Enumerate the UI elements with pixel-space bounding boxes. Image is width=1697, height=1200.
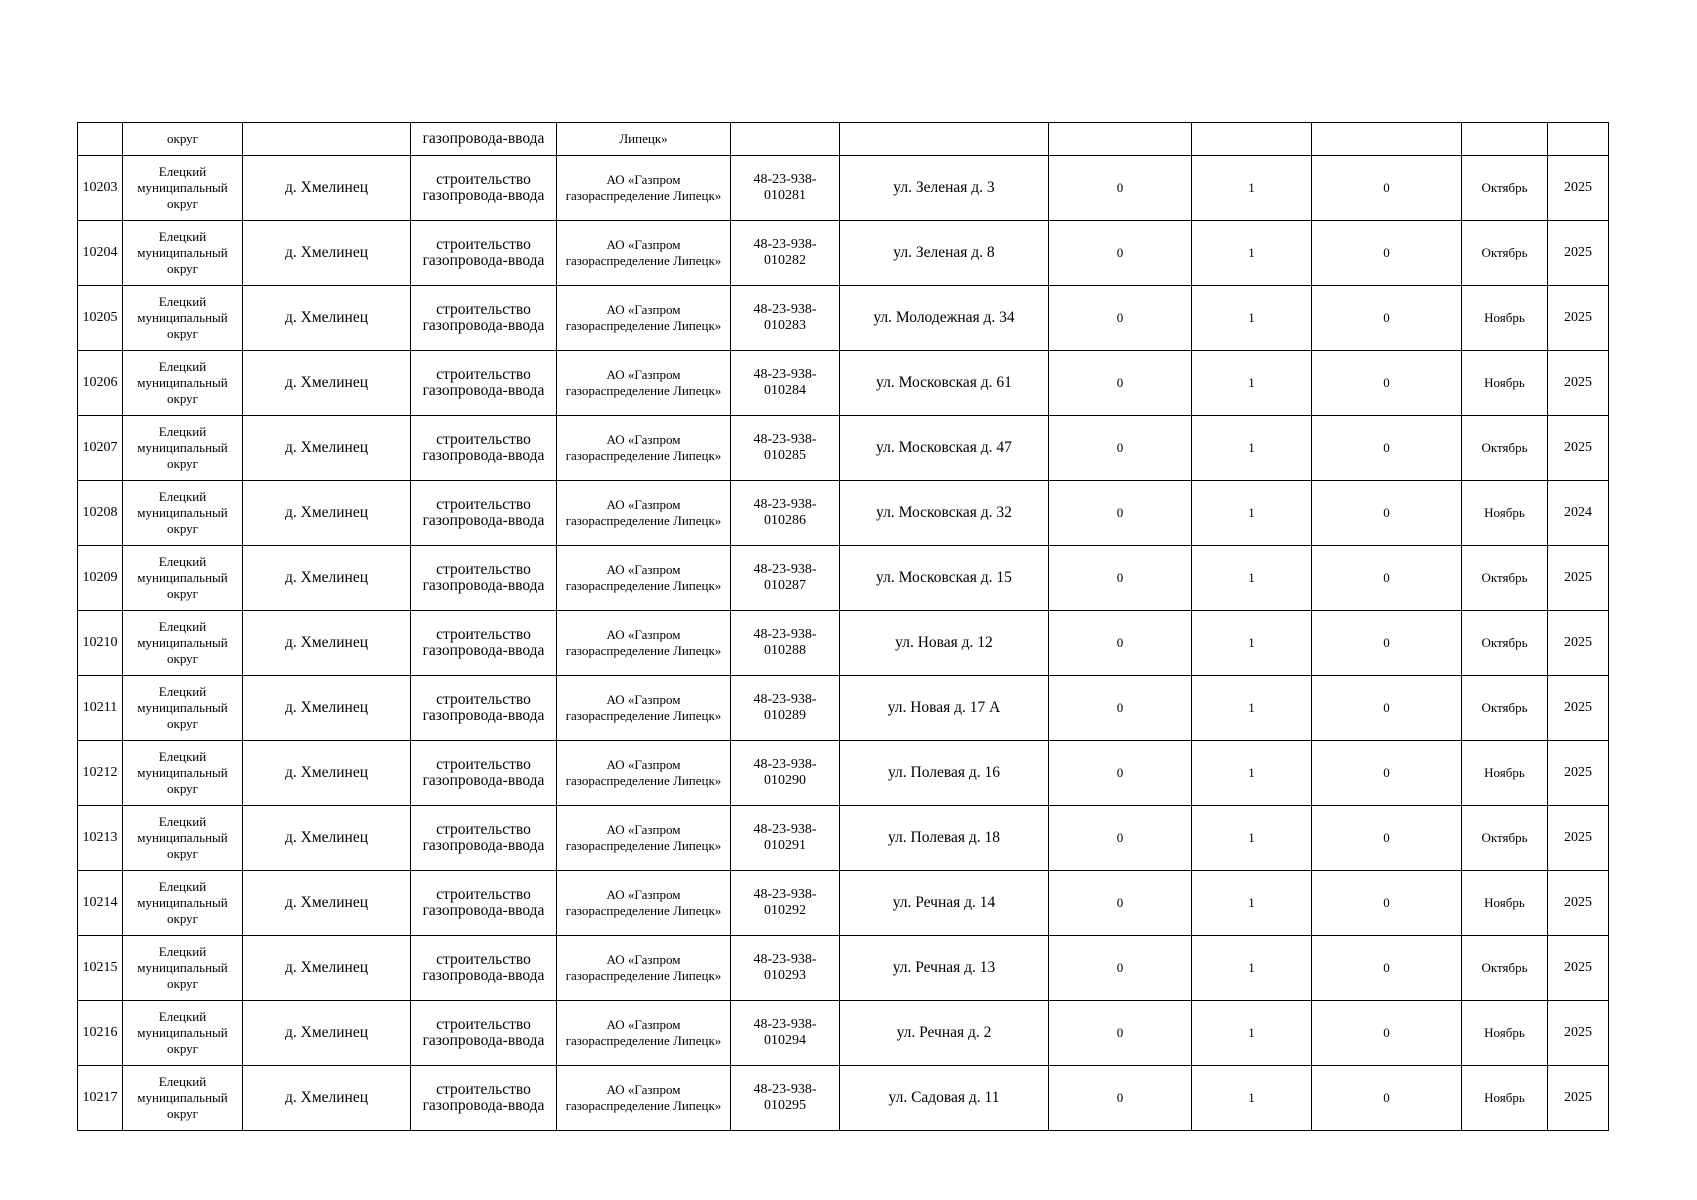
cell-settlement: д. Хмелинец: [243, 351, 411, 416]
cell-district: Елецкий муниципальный округ: [123, 286, 243, 351]
cell-month: Ноябрь: [1462, 1001, 1548, 1066]
cell-c3: 0: [1312, 741, 1462, 806]
cell-org: АО «Газпром газораспределение Липецк»: [557, 546, 731, 611]
cell-work: строительство газопровода-ввода: [411, 806, 557, 871]
cell-work: строительство газопровода-ввода: [411, 1066, 557, 1131]
cell-org: АО «Газпром газораспределение Липецк»: [557, 286, 731, 351]
cell-month: Ноябрь: [1462, 351, 1548, 416]
cell-year: 2025: [1548, 871, 1609, 936]
cell-address: ул. Московская д. 15: [840, 546, 1049, 611]
cell-c3: 0: [1312, 546, 1462, 611]
cell-c1: 0: [1049, 806, 1192, 871]
cell-address: ул. Московская д. 61: [840, 351, 1049, 416]
cell-org: АО «Газпром газораспределение Липецк»: [557, 741, 731, 806]
cell-org: АО «Газпром газораспределение Липецк»: [557, 936, 731, 1001]
cell-district: Елецкий муниципальный округ: [123, 1001, 243, 1066]
table-row: [78, 286, 1609, 351]
cell-c2: 1: [1192, 806, 1312, 871]
cell-address: [840, 123, 1049, 156]
cell-c1: 0: [1049, 871, 1192, 936]
cell-c1: 0: [1049, 546, 1192, 611]
cell-address: ул. Молодежная д. 34: [840, 286, 1049, 351]
cell-code: 48-23-938-010287: [731, 546, 840, 611]
cell-settlement: д. Хмелинец: [243, 871, 411, 936]
cell-id: 10211: [78, 676, 123, 741]
cell-id: 10216: [78, 1001, 123, 1066]
cell-org: АО «Газпром газораспределение Липецк»: [557, 806, 731, 871]
cell-month: Ноябрь: [1462, 286, 1548, 351]
cell-work: строительство газопровода-ввода: [411, 676, 557, 741]
cell-address: ул. Полевая д. 18: [840, 806, 1049, 871]
cell-c1: 0: [1049, 936, 1192, 1001]
cell-org: АО «Газпром газораспределение Липецк»: [557, 416, 731, 481]
cell-month: Ноябрь: [1462, 481, 1548, 546]
cell-c3: 0: [1312, 611, 1462, 676]
cell-address: ул. Новая д. 17 А: [840, 676, 1049, 741]
cell-address: ул. Полевая д. 16: [840, 741, 1049, 806]
cell-year: 2025: [1548, 1001, 1609, 1066]
cell-district: Елецкий муниципальный округ: [123, 351, 243, 416]
cell-year: 2025: [1548, 741, 1609, 806]
cell-c1: 0: [1049, 741, 1192, 806]
cell-c3: 0: [1312, 351, 1462, 416]
cell-c2: [1192, 123, 1312, 156]
cell-id: 10203: [78, 156, 123, 221]
cell-settlement: д. Хмелинец: [243, 806, 411, 871]
cell-code: 48-23-938-010282: [731, 221, 840, 286]
cell-code: 48-23-938-010288: [731, 611, 840, 676]
cell-id: 10207: [78, 416, 123, 481]
cell-code: 48-23-938-010283: [731, 286, 840, 351]
table-row: [78, 546, 1609, 611]
cell-address: ул. Речная д. 2: [840, 1001, 1049, 1066]
cell-id: 10206: [78, 351, 123, 416]
cell-org: АО «Газпром газораспределение Липецк»: [557, 676, 731, 741]
cell-id: 10217: [78, 1066, 123, 1131]
cell-district: округ: [123, 123, 243, 156]
cell-settlement: д. Хмелинец: [243, 156, 411, 221]
cell-year: 2025: [1548, 1066, 1609, 1131]
cell-org: АО «Газпром газораспределение Липецк»: [557, 611, 731, 676]
cell-c3: 0: [1312, 416, 1462, 481]
cell-year: 2025: [1548, 221, 1609, 286]
cell-settlement: д. Хмелинец: [243, 416, 411, 481]
cell-year: 2025: [1548, 286, 1609, 351]
cell-c3: 0: [1312, 286, 1462, 351]
cell-c2: 1: [1192, 1001, 1312, 1066]
cell-id: 10212: [78, 741, 123, 806]
table-row: [78, 1066, 1609, 1131]
cell-settlement: [243, 123, 411, 156]
cell-c2: 1: [1192, 546, 1312, 611]
cell-c3: [1312, 123, 1462, 156]
table-row: [78, 806, 1609, 871]
cell-c3: 0: [1312, 936, 1462, 1001]
cell-org: АО «Газпром газораспределение Липецк»: [557, 481, 731, 546]
cell-month: Ноябрь: [1462, 871, 1548, 936]
cell-work: строительство газопровода-ввода: [411, 286, 557, 351]
cell-address: ул. Садовая д. 11: [840, 1066, 1049, 1131]
cell-address: ул. Речная д. 14: [840, 871, 1049, 936]
cell-c1: 0: [1049, 1066, 1192, 1131]
cell-year: 2025: [1548, 806, 1609, 871]
cell-year: 2025: [1548, 611, 1609, 676]
cell-district: Елецкий муниципальный округ: [123, 546, 243, 611]
cell-id: 10204: [78, 221, 123, 286]
cell-c2: 1: [1192, 156, 1312, 221]
cell-c1: 0: [1049, 286, 1192, 351]
cell-code: 48-23-938-010285: [731, 416, 840, 481]
cell-c3: 0: [1312, 806, 1462, 871]
cell-work: газопровода-ввода: [411, 123, 557, 156]
cell-settlement: д. Хмелинец: [243, 481, 411, 546]
cell-settlement: д. Хмелинец: [243, 1066, 411, 1131]
table-row: [78, 741, 1609, 806]
cell-month: Ноябрь: [1462, 741, 1548, 806]
cell-month: Ноябрь: [1462, 1066, 1548, 1131]
table-row: [78, 416, 1609, 481]
cell-district: Елецкий муниципальный округ: [123, 676, 243, 741]
cell-settlement: д. Хмелинец: [243, 546, 411, 611]
cell-org: АО «Газпром газораспределение Липецк»: [557, 351, 731, 416]
cell-c3: 0: [1312, 871, 1462, 936]
cell-org: АО «Газпром газораспределение Липецк»: [557, 871, 731, 936]
cell-month: Октябрь: [1462, 611, 1548, 676]
cell-c2: 1: [1192, 481, 1312, 546]
cell-code: 48-23-938-010293: [731, 936, 840, 1001]
cell-c1: 0: [1049, 611, 1192, 676]
cell-district: Елецкий муниципальный округ: [123, 871, 243, 936]
cell-district: Елецкий муниципальный округ: [123, 741, 243, 806]
table-row: [78, 1001, 1609, 1066]
cell-year: 2025: [1548, 546, 1609, 611]
cell-address: ул. Зеленая д. 8: [840, 221, 1049, 286]
cell-c3: 0: [1312, 221, 1462, 286]
cell-year: 2025: [1548, 351, 1609, 416]
cell-c1: 0: [1049, 416, 1192, 481]
cell-c2: 1: [1192, 286, 1312, 351]
cell-year: 2024: [1548, 481, 1609, 546]
cell-id: 10205: [78, 286, 123, 351]
cell-org: Липецк»: [557, 123, 731, 156]
cell-id: 10210: [78, 611, 123, 676]
cell-work: строительство газопровода-ввода: [411, 546, 557, 611]
cell-org: АО «Газпром газораспределение Липецк»: [557, 156, 731, 221]
cell-c2: 1: [1192, 416, 1312, 481]
cell-id: [78, 123, 123, 156]
cell-month: Октябрь: [1462, 156, 1548, 221]
cell-code: 48-23-938-010290: [731, 741, 840, 806]
cell-settlement: д. Хмелинец: [243, 676, 411, 741]
cell-year: 2025: [1548, 936, 1609, 1001]
cell-code: [731, 123, 840, 156]
cell-district: Елецкий муниципальный округ: [123, 156, 243, 221]
cell-org: АО «Газпром газораспределение Липецк»: [557, 1001, 731, 1066]
cell-work: строительство газопровода-ввода: [411, 936, 557, 1001]
table-row: [78, 481, 1609, 546]
cell-c1: 0: [1049, 481, 1192, 546]
cell-month: Октябрь: [1462, 936, 1548, 1001]
cell-c1: 0: [1049, 221, 1192, 286]
cell-id: 10213: [78, 806, 123, 871]
cell-code: 48-23-938-010291: [731, 806, 840, 871]
cell-address: ул. Московская д. 47: [840, 416, 1049, 481]
table-row: [78, 871, 1609, 936]
cell-c1: 0: [1049, 156, 1192, 221]
cell-settlement: д. Хмелинец: [243, 286, 411, 351]
cell-c2: 1: [1192, 611, 1312, 676]
cell-code: 48-23-938-010284: [731, 351, 840, 416]
cell-month: Октябрь: [1462, 676, 1548, 741]
cell-id: 10208: [78, 481, 123, 546]
cell-work: строительство газопровода-ввода: [411, 481, 557, 546]
cell-code: 48-23-938-010286: [731, 481, 840, 546]
cell-work: строительство газопровода-ввода: [411, 221, 557, 286]
cell-month: Октябрь: [1462, 416, 1548, 481]
cell-settlement: д. Хмелинец: [243, 221, 411, 286]
cell-district: Елецкий муниципальный округ: [123, 936, 243, 1001]
cell-c2: 1: [1192, 676, 1312, 741]
cell-address: ул. Речная д. 13: [840, 936, 1049, 1001]
cell-id: 10214: [78, 871, 123, 936]
table-body: [78, 123, 1609, 1131]
table-row: [78, 676, 1609, 741]
cell-c2: 1: [1192, 1066, 1312, 1131]
cell-district: Елецкий муниципальный округ: [123, 416, 243, 481]
cell-c1: 0: [1049, 351, 1192, 416]
cell-c1: 0: [1049, 1001, 1192, 1066]
cell-year: 2025: [1548, 156, 1609, 221]
cell-c3: 0: [1312, 676, 1462, 741]
cell-id: 10215: [78, 936, 123, 1001]
cell-district: Елецкий муниципальный округ: [123, 1066, 243, 1131]
cell-c2: 1: [1192, 871, 1312, 936]
table-row: [78, 156, 1609, 221]
cell-settlement: д. Хмелинец: [243, 1001, 411, 1066]
cell-c2: 1: [1192, 351, 1312, 416]
cell-c3: 0: [1312, 1001, 1462, 1066]
cell-year: 2025: [1548, 416, 1609, 481]
cell-work: строительство газопровода-ввода: [411, 611, 557, 676]
cell-work: строительство газопровода-ввода: [411, 351, 557, 416]
cell-month: Октябрь: [1462, 221, 1548, 286]
cell-code: 48-23-938-010295: [731, 1066, 840, 1131]
cell-code: 48-23-938-010289: [731, 676, 840, 741]
cell-settlement: д. Хмелинец: [243, 936, 411, 1001]
cell-district: Елецкий муниципальный округ: [123, 481, 243, 546]
cell-code: 48-23-938-010281: [731, 156, 840, 221]
cell-address: ул. Новая д. 12: [840, 611, 1049, 676]
cell-c1: [1049, 123, 1192, 156]
table-row: [78, 351, 1609, 416]
cell-month: Октябрь: [1462, 546, 1548, 611]
data-table: [77, 122, 1609, 1131]
cell-c2: 1: [1192, 221, 1312, 286]
cell-code: 48-23-938-010292: [731, 871, 840, 936]
cell-work: строительство газопровода-ввода: [411, 1001, 557, 1066]
cell-c1: 0: [1049, 676, 1192, 741]
table-row: [78, 936, 1609, 1001]
cell-year: 2025: [1548, 676, 1609, 741]
cell-id: 10209: [78, 546, 123, 611]
table-row: [78, 221, 1609, 286]
cell-month: [1462, 123, 1548, 156]
cell-address: ул. Московская д. 32: [840, 481, 1049, 546]
cell-work: строительство газопровода-ввода: [411, 741, 557, 806]
table-row: [78, 611, 1609, 676]
cell-district: Елецкий муниципальный округ: [123, 611, 243, 676]
cell-district: Елецкий муниципальный округ: [123, 221, 243, 286]
cell-org: АО «Газпром газораспределение Липецк»: [557, 1066, 731, 1131]
cell-c3: 0: [1312, 481, 1462, 546]
cell-address: ул. Зеленая д. 3: [840, 156, 1049, 221]
cell-c3: 0: [1312, 1066, 1462, 1131]
cell-work: строительство газопровода-ввода: [411, 156, 557, 221]
cell-work: строительство газопровода-ввода: [411, 871, 557, 936]
cell-org: АО «Газпром газораспределение Липецк»: [557, 221, 731, 286]
cell-year: [1548, 123, 1609, 156]
cell-c2: 1: [1192, 936, 1312, 1001]
cell-c3: 0: [1312, 156, 1462, 221]
cell-code: 48-23-938-010294: [731, 1001, 840, 1066]
table-row-continued: [78, 123, 1609, 156]
cell-settlement: д. Хмелинец: [243, 741, 411, 806]
cell-settlement: д. Хмелинец: [243, 611, 411, 676]
cell-month: Октябрь: [1462, 806, 1548, 871]
cell-work: строительство газопровода-ввода: [411, 416, 557, 481]
cell-c2: 1: [1192, 741, 1312, 806]
cell-district: Елецкий муниципальный округ: [123, 806, 243, 871]
